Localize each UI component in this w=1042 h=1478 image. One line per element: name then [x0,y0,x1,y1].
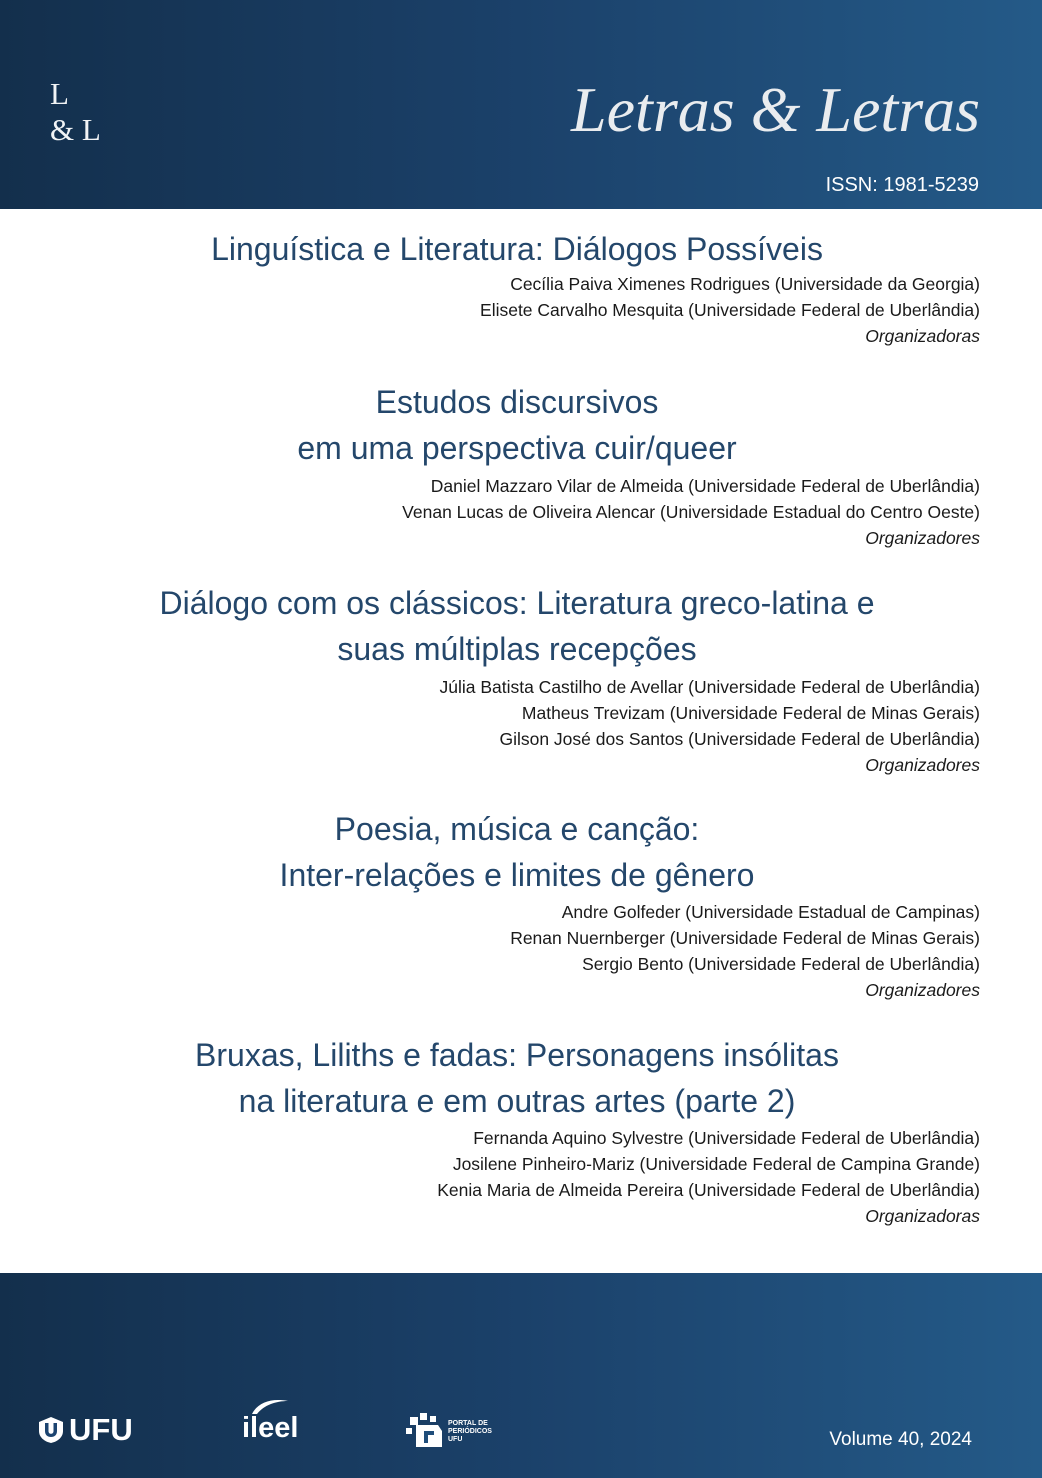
organizer-list [480,271,980,349]
header-band [0,0,1042,209]
organizer: Kenia Maria de Almeida Pereira (Universidade Federal de Uberlândia) [437,1180,980,1200]
portal-text-line: PORTAL DE [448,1420,488,1427]
organizer-role: Organizadores [865,980,980,1000]
ufu-emblem-icon [37,1416,65,1444]
organizer: Elisete Carvalho Mesquita (Universidade Federal de Uberlândia) [480,300,980,320]
monogram-line-2: & L [50,112,101,147]
dossier-title-line: suas múltiplas recepções [337,631,697,667]
dossier-title [0,580,1034,672]
organizer: Venan Lucas de Oliveira Alencar (Universidade Estadual do Centro Oeste) [402,502,980,522]
dossier-title [0,379,1034,471]
monogram-line-1: L [50,76,69,111]
dossier-title [0,1032,1034,1124]
journal-title: Letras & Letras [571,74,980,145]
ileel-logo-text: ileel [242,1412,299,1444]
volume-info: Volume 40, 2024 [829,1429,972,1450]
organizer-role: Organizadoras [865,326,980,346]
portal-text-line: UFU [448,1436,463,1443]
issn: ISSN: 1981-5239 [825,174,979,196]
organizer: Cecília Paiva Ximenes Rodrigues (Universidade da Georgia) [510,274,980,294]
ileel-logo [242,1398,316,1448]
organizer-list [439,674,980,778]
dossier-title-line: Estudos discursivos [375,384,659,420]
dossier-title-line: Poesia, música e canção: [334,811,700,847]
ufu-logo [37,1410,133,1450]
ufu-logo-text: UFU [69,1412,133,1447]
organizer-role: Organizadores [865,755,980,775]
dossier-title [0,806,1034,898]
portal-periodicos-text [448,1420,492,1444]
organizer-list [510,899,980,1003]
organizer: Daniel Mazzaro Vilar de Almeida (Universidade Federal de Uberlândia) [430,476,980,496]
organizer: Fernanda Aquino Sylvestre (Universidade Federal de Uberlândia) [473,1128,980,1148]
dossier-title [0,226,1034,272]
portal-text-line: PERIÓDICOS [448,1428,492,1435]
organizer: Andre Golfeder (Universidade Estadual de Campinas) [561,902,980,922]
journal-monogram [50,76,101,148]
organizer: Gilson José dos Santos (Universidade Federal de Uberlândia) [499,729,980,749]
organizer-role: Organizadores [865,528,980,548]
portal-periodicos-icon [406,1413,444,1449]
organizer: Renan Nuernberger (Universidade Federal de Minas Gerais) [510,928,980,948]
dossier-title-line: Linguística e Literatura: Diálogos Possíveis [211,231,823,267]
organizer-role: Organizadoras [865,1206,980,1226]
portal-periodicos-logo [406,1413,496,1449]
dossier-title-line: em uma perspectiva cuir/queer [297,430,737,466]
organizer: Sergio Bento (Universidade Federal de Uberlândia) [582,954,980,974]
organizer: Josilene Pinheiro-Mariz (Universidade Federal de Campina Grande) [452,1154,980,1174]
organizer-list [402,473,980,551]
organizer: Matheus Trevizam (Universidade Federal de Minas Gerais) [521,703,980,723]
dossier-title-line: Bruxas, Liliths e fadas: Personagens insólitas [195,1037,839,1073]
organizer-list [437,1125,980,1229]
dossier-title-line: Diálogo com os clássicos: Literatura greco-latina e [159,585,875,621]
dossier-title-line: na literatura e em outras artes (parte 2) [238,1083,796,1119]
organizer: Júlia Batista Castilho de Avellar (Universidade Federal de Uberlândia) [439,677,980,697]
dossier-title-line: Inter-relações e limites de gênero [279,857,755,893]
